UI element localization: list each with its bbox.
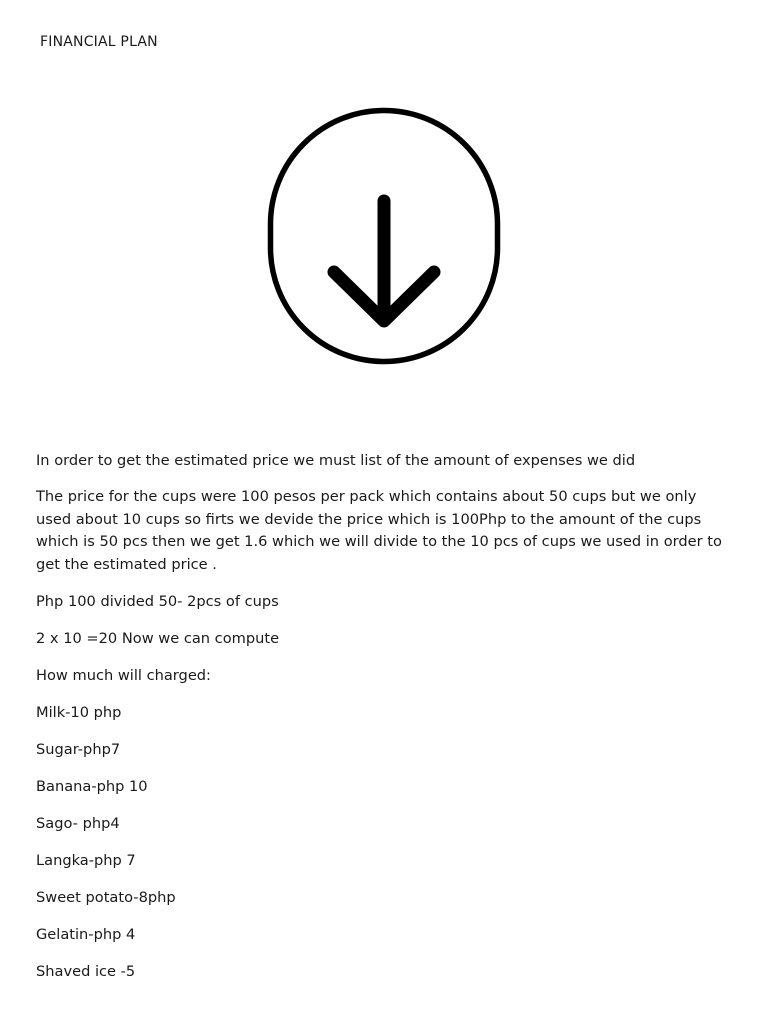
expense-item: Shaved ice -5 (36, 962, 136, 980)
expense-item: Sago- php4 (36, 814, 120, 832)
expense-item: Gelatin-php 4 (36, 925, 136, 943)
page-title: FINANCIAL PLAN (40, 34, 158, 50)
expense-item: Sugar-php7 (36, 740, 121, 758)
expense-item: Banana-php 10 (36, 777, 148, 795)
expense-item: Sweet potato-8php (36, 888, 176, 906)
computation-line: 2 x 10 =20 Now we can compute (36, 629, 280, 647)
document-body (36, 450, 736, 998)
computation-line: Php 100 divided 50- 2pcs of cups (36, 592, 279, 610)
expense-item: Langka-php 7 (36, 851, 136, 869)
intro-paragraph: In order to get the estimated price we must list of the amount of expenses we did (36, 452, 636, 469)
explanation-paragraph: The price for the cups were 100 pesos per pack which contains about 50 cups but we only used about 10 cups so firts we devide the price which is 100Php to the amount of the cups which is 50 pcs then we get 1.6 which we will divide to the 10 pcs of cups we used in order to get the estimated price . (36, 488, 722, 573)
charge-heading: How much will charged: (36, 666, 211, 684)
download-arrow-icon (266, 106, 502, 366)
expense-item: Milk-10 php (36, 703, 122, 721)
